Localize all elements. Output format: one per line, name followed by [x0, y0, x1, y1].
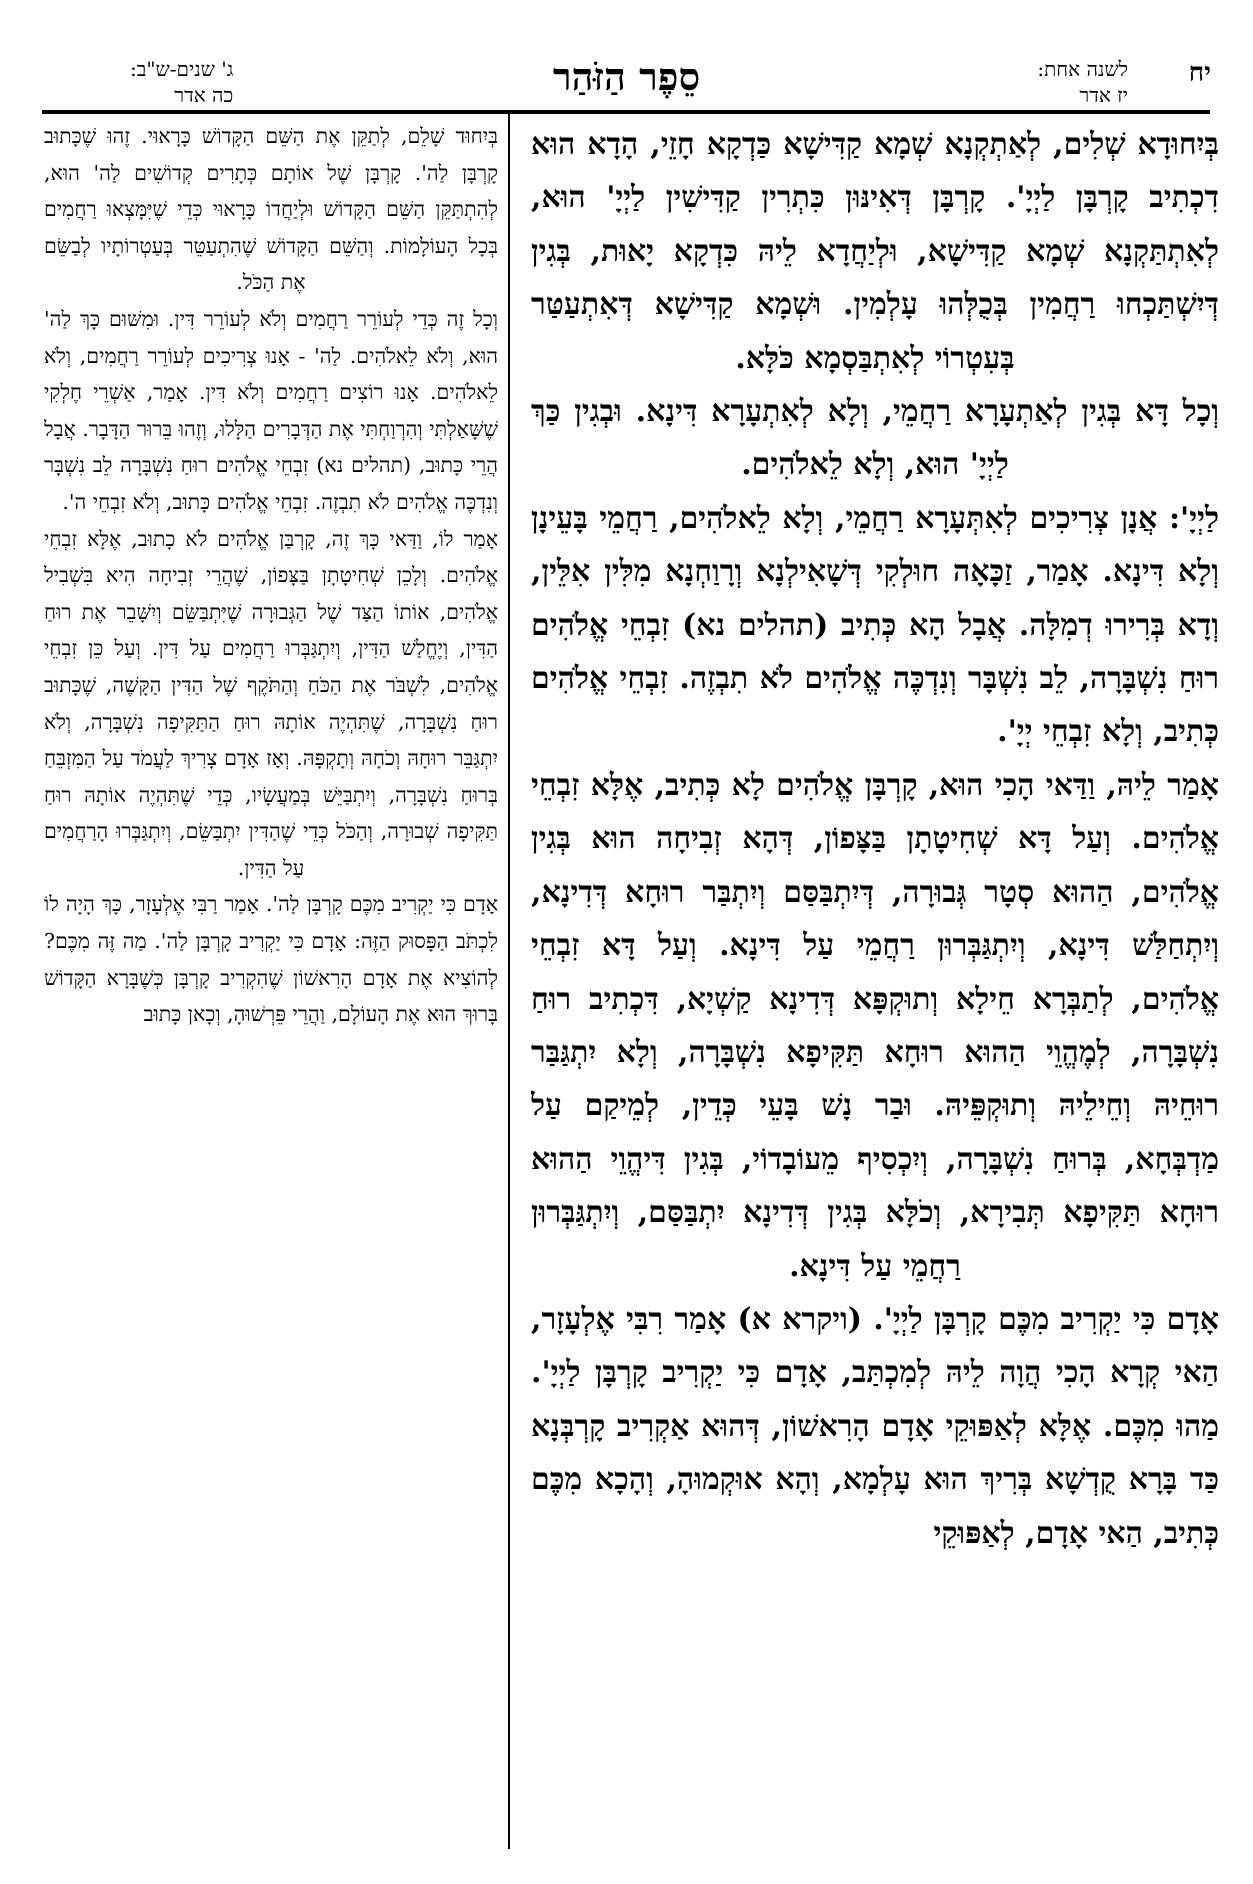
hebrew-translation-column — [44, 118, 498, 1858]
aramaic-text-column — [531, 118, 1219, 1858]
hebrew-paragraph: אָדָם כִּי יַקְרִיב מִכֶּם קָרְבָּן לַה'. אָמַר רַבִּי אֶלְעָזָר, כָּךְ הָיָה לוֹ לִכְתֹּב הַפָּסוּק הַזֶּה: אָדָם כִּי יַקְרִיב קָרְבָּן לַה'. מַה זֶּה מִכֶּם? לְהוֹצִיא אֶת אָדָם הָרִאשׁוֹן שֶׁהִקְרִיב קָרְבָּן כְּשֶׁבָּרָא הַקָּדוֹשׁ בָּרוּךְ הוּא אֶת הָעוֹלָם, וַהֲרֵי פֵּרְשׁוּהָ, וְכָאן כָּתוּב — [44, 892, 498, 1027]
hebrew-paragraph: אָמַר לוֹ, וַדַּאי כָּךְ זֶה, קָרְבַּן אֱלֹהִים לֹא כָתוּב, אֶלָּא זִבְחֵי אֱלֹהִים. וְלָכֵן שְׁחִיטָתָן בַּצָּפוֹן, שֶׁהֲרֵי זְבִיחָה הִיא בִּשְׁבִיל אֱלֹהִים, אוֹתוֹ הַצַּד שֶׁל הַגְּבוּרָה שֶׁיִּתְבַּשֵּׂם וְיִשָּׁבֵר אֶת רוּחַ הַדִּין, וְיֶחֱלַשׁ הַדִּין, וְיִתְגַּבְּרוּ רַחֲמִים עַל דִּין. וְעַל כֵּן זִבְחֵי אֱלֹהִים, לִשְׁבֹּר אֶת הַכֹּחַ וְהַתֹּקֶף שֶׁל הַדִּין הַקָּשֶׁה, שֶׁכָּתוּב רוּחַ נִשְׁבָּרָה, שֶׁתִּהְיֶה אוֹתָהּ רוּחַ הַתַּקִּיפָה נִשְׁבָּרָה, וְלֹא יִתְגַּבֵּר רוּחָהּ וְכֹחָהּ וְתָקְפָּהּ. וְאָז אָדָם צָרִיךְ לַעֲמֹד עַל הַמִּזְבֵּחַ בְּרוּחַ נִשְׁבָּרָה, וְיִתְבַּיֵּשׁ בְּמַעֲשָׂיו, כְּדֵי שֶׁתִּהְיֶה אוֹתָהּ רוּחַ תַּקִּיפָה שְׁבוּרָה, וְהַכֹּל כְּדֵי שֶׁהַדִּין יִתְבַּשֵּׂם, וְיִתְגַּבְּרוּ הָרַחֲמִים עַל הַדִּין. — [44, 526, 498, 880]
book-title: סֵפֶר הַזֹּהַר — [552, 54, 701, 99]
hebrew-paragraph: בְּיִחוּד שָׁלֵם, לְתַקֵּן אֶת הַשֵּׁם הַקָּדוֹשׁ כָּרָאוּי. זֶהוּ שֶׁכָּתוּב קָרְבָּן לַה'. קָרְבָּן שֶׁל אוֹתָם כְּתָרִים קְדוֹשִׁים לַה' הוּא, לְהִתְתַּקֵּן הַשֵּׁם הַקָּדוֹשׁ וּלְיַחֲדוֹ כָּרָאוּי כְּדֵי שֶׁיִּמָּצְאוּ רַחֲמִים בְּכָל הָעוֹלָמוֹת. וְהַשֵּׁם הַקָּדוֹשׁ שֶׁהִתְעַטֵּר בְּעַטְרוֹתָיו לְבַשֵּׂם אֶת הַכֹּל. — [44, 124, 498, 295]
page-header — [0, 0, 1253, 118]
schedule-label: ג' שנים-ש"ב: — [130, 57, 234, 81]
aramaic-paragraph: בְּיִחוּדָא שְׁלִים, לְאַתְקְנָא שְׁמָא קַדִּישָׁא כַּדְקָא חָזֵי, הָדָא הוּא דִכְתִיב קָרְבָּן לַיְיָ'. קָרְבָּן דְּאִינּוּן כִּתְרִין קַדִּישִׁין לַיְיָ' הוּא, לְאִתְתַּקְנָא שְׁמָא קַדִּישָׁא, וּלְיַחֲדָא לֵיהּ כִּדְקָא יָאוּת, בְּגִין דְּיִשְׁתַּכְחוּ רַחֲמִין בְּכֻלְּהוּ עָלְמִין. וּשְׁמָא קַדִּישָׁא דְּאִתְעַטַּר בְּעִטְרוֹי לְאִתְבַּסְמָא כֹּלָּא. — [531, 127, 1219, 376]
page-number: יח — [1188, 58, 1211, 88]
aramaic-paragraph: וְכָל דָּא בְּגִין לְאַתְעָרָא רַחֲמֵי, וְלָא לְאִתְעָרָא דִּינָא. וּבְגִין כַּךְ לַיְיָ' הוּא, וְלָא לֵאלֹהִים. — [531, 394, 1219, 483]
schedule-label: לשנה אחת: — [1037, 57, 1128, 81]
aramaic-paragraph: לַיְיָ': אֲנָן צְרִיכִים לְאִתְּעָרָא רַחֲמֵי, וְלָא לֵאלֹהִים, רַחֲמֵי בָּעֵינָן וְלָא דִּינָא. אָמַר, זַכָּאָה חוּלְקִי דְּשָׁאִילְנָא וְרָוַחְנָא מִלִּין אִלֵּין, וְדָא בְּרִירוּ דְמִלָּה. אֲבָל הָא כְּתִיב (תהלים נא) זִבְחֵי אֱלֹהִים רוּחַ נִשְׁבָּרָה, לֵב נִשְׁבָּר וְנִדְכֶּה אֱלֹהִים לֹא תִבְזֶה. זִבְחֵי אֱלֹהִים כְּתִיב, וְלָא זִבְחֵי יְיָ'. — [531, 500, 1219, 750]
hebrew-paragraph: וְכָל זֶה כְּדֵי לְעוֹרֵר רַחֲמִים וְלֹא לְעוֹרֵר דִּין. וּמִשּׁוּם כָּךְ לַה' הוּא, וְלֹא לֵאלֹהִים. לַה' - אָנוּ צְרִיכִים לְעוֹרֵר רַחֲמִים, וְלֹא לֵאלֹהִים. אָנוּ רוֹצִים רַחֲמִים וְלֹא דִּין. אָמַר, אַשְׁרֵי חֶלְקִי שֶׁשָּׁאַלְתִּי וְהִרְוַחְתִּי אֶת הַדְּבָרִים הַלָּלוּ, וְזֶהוּ בֵּרוּר הַדָּבָר. אֲבָל הֲרֵי כָּתוּב, (תהלים נא) זִבְחֵי אֱלֹהִים רוּחַ נִשְׁבָּרָה לֵב נִשְׁבָּר וְנִדְכֶּה אֱלֹהִים לֹא תִבְזֶה. זִבְחֵי אֱלֹהִים כָּתוּב, וְלֹא זִבְחֵי ה'. — [44, 306, 498, 514]
study-schedule-three-years — [130, 56, 233, 108]
header-rule — [42, 110, 1210, 114]
column-divider — [508, 114, 510, 1849]
aramaic-paragraph: אָדָם כִּי יַקְרִיב מִכֶּם קָרְבָּן לַיְיָ'. (ויקרא א) אָמַר רִבִּי אֶלְעָזָר, הַאי קְרָא הָכִי הֲוָה לֵיהּ לְמִכְתַּב, אָדָם כִּי יַקְרִיב קָרְבָּן לַיְיָ'. מַהוּ מִכֶּם. אֶלָּא לְאַפּוּקֵי אָדָם הָרִאשׁוֹן, דְּהוּא אַקְרִיב קָרְבְּנָא כַּד בָּרָא קֻדְשָׁא בְּרִיךְ הוּא עָלְמָא, וְהָא אוּקְמוּהָ, וְהָכָא מִכֶּם כְּתִיב, הַאי אָדָם, לְאַפּוּקֵי — [531, 1301, 1219, 1551]
aramaic-paragraph: אָמַר לֵיהּ, וַדַּאי הָכִי הוּא, קָרְבָּן אֱלֹהִים לָא כְּתִיב, אֶלָּא זִבְחֵי אֱלֹהִים. וְעַל דָּא שְׁחִיטָתָן בַּצָּפוֹן, דְּהָא זְבִיחָה הוּא בְּגִין אֱלֹהִים, הַהוּא סְטָר גְּבוּרָה, דְּיִתְבַּסַּם וְיִתְבַּר רוּחָא דְּדִינָא, וְיִתְחַלַּשׁ דִּינָא, וְיִתְגַּבְּרוּן רַחֲמֵי עַל דִּינָא. וְעַל דָּא זִבְחֵי אֱלֹהִים, לְתַבְּרָא חֵילָא וְתוּקְפָּא דְּדִינָא קַשְׁיָא, דִּכְתִיב רוּחַ נִשְׁבָּרָה, לְמֶהֱוֵי הַהוּא רוּחָא תַּקִּיפָא נִשְׁבָּרָה, וְלָא יִתְגַּבַּר רוּחֵיהּ וְחֵילֵיהּ וְתוּקְפֵּיהּ. וּבַר נָשׁ בָּעֵי כְּדֵין, לְמֵיקַם עַל מַדְבְּחָא, בְּרוּחַ נִשְׁבָּרָה, וְיִכְסִיף מֵעוֹבָדוֹי, בְּגִין דִּיהֱוֵי הַהוּא רוּחָא תַּקִּיפָא תְּבִירָא, וְכֹלָּא בְּגִין דְּדִינָא יִתְבַּסַּם, וְיִתְגַּבְּרוּן רַחֲמֵי עַל דִּינָא. — [531, 767, 1219, 1284]
schedule-date: יז אדר — [1079, 83, 1128, 107]
schedule-date: כה אדר — [174, 83, 234, 107]
